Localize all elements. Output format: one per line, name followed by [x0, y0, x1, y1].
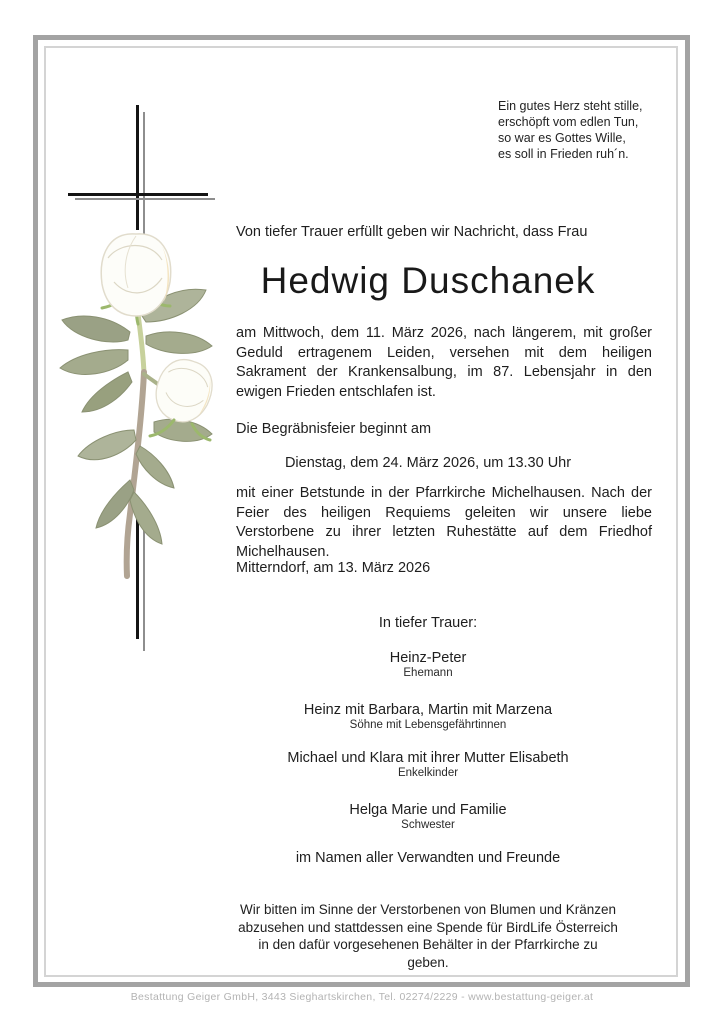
funeral-datetime: Dienstag, dem 24. März 2026, um 13.30 Uhr — [284, 455, 572, 471]
cross-vertical-shadow-upper — [143, 112, 145, 236]
donation-note — [236, 901, 620, 971]
announcement-intro: Von tiefer Trauer erfüllt geben wir Nachricht, dass Frau — [236, 224, 588, 240]
verse-line: erschöpft vom edlen Tun, — [498, 115, 639, 129]
mourner-names: Heinz mit Barbara, Martin mit Marzena — [303, 702, 553, 718]
mourner-names: Heinz-Peter — [389, 650, 467, 666]
funeral-intro: Die Begräbnisfeier beginnt am — [236, 421, 432, 437]
verse-line: so war es Gottes Wille, — [498, 131, 626, 145]
cross-vertical-line-upper — [136, 105, 139, 230]
donation-line: in den dafür vorgesehenen Behälter in der Pfarrkirche zu geben. — [258, 937, 598, 970]
mourner-names: Helga Marie und Familie — [349, 802, 507, 818]
deceased-name: Hedwig Duschanek — [260, 260, 596, 301]
mourner-entry — [236, 702, 620, 733]
mourning-heading: In tiefer Trauer: — [378, 615, 478, 631]
mourner-entry — [236, 650, 620, 681]
mourner-names: Michael und Klara mit ihrer Mutter Elisabeth — [287, 750, 569, 766]
mourner-entry — [236, 802, 620, 833]
funeral-details: mit einer Betstunde in der Pfarrkirche Michelhausen. Nach der Feier des heiligen Requiems geleiten wir unsere liebe Verstorbene zu ihrer letzten Ruhestätte auf dem Friedhof Michelhausen. — [236, 485, 652, 560]
donation-line: Wir bitten im Sinne der Verstorbenen von Blumen und Kränzen — [240, 902, 616, 917]
verse-line: es soll in Frieden ruh´n. — [498, 147, 629, 161]
mourner-relation: Schwester — [401, 819, 455, 831]
verse-line: Ein gutes Herz steht stille, — [498, 99, 643, 113]
mourner-relation: Enkelkinder — [397, 767, 459, 779]
memorial-verse — [498, 98, 668, 162]
donation-line: abzusehen und stattdessen eine Spende für BirdLife Österreich — [238, 919, 618, 935]
death-announcement-text: am Mittwoch, dem 11. März 2026, nach längerem, mit großer Geduld ertragenem Leiden, versehen mit dem heiligen Sakrament der Krankensalbung, im 87. Lebensjahr in den ewigen Frieden entschlafen ist. — [236, 325, 652, 400]
funeral-home-footer: Bestattung Geiger GmbH, 3443 Sieghartskirchen, Tel. 02274/2229 - www.bestattung-geiger.at — [130, 991, 594, 1003]
cross-horizontal-line — [68, 193, 208, 196]
mourning-closing: im Namen aller Verwandten und Freunde — [295, 850, 561, 866]
place-and-date: Mitterndorf, am 13. März 2026 — [236, 560, 431, 576]
mourner-relation: Ehemann — [403, 667, 453, 679]
cross-horizontal-shadow — [75, 198, 215, 200]
mourner-entry — [236, 750, 620, 781]
mourner-relation: Söhne mit Lebensgefährtinnen — [349, 719, 507, 731]
white-rose-image — [50, 224, 220, 649]
